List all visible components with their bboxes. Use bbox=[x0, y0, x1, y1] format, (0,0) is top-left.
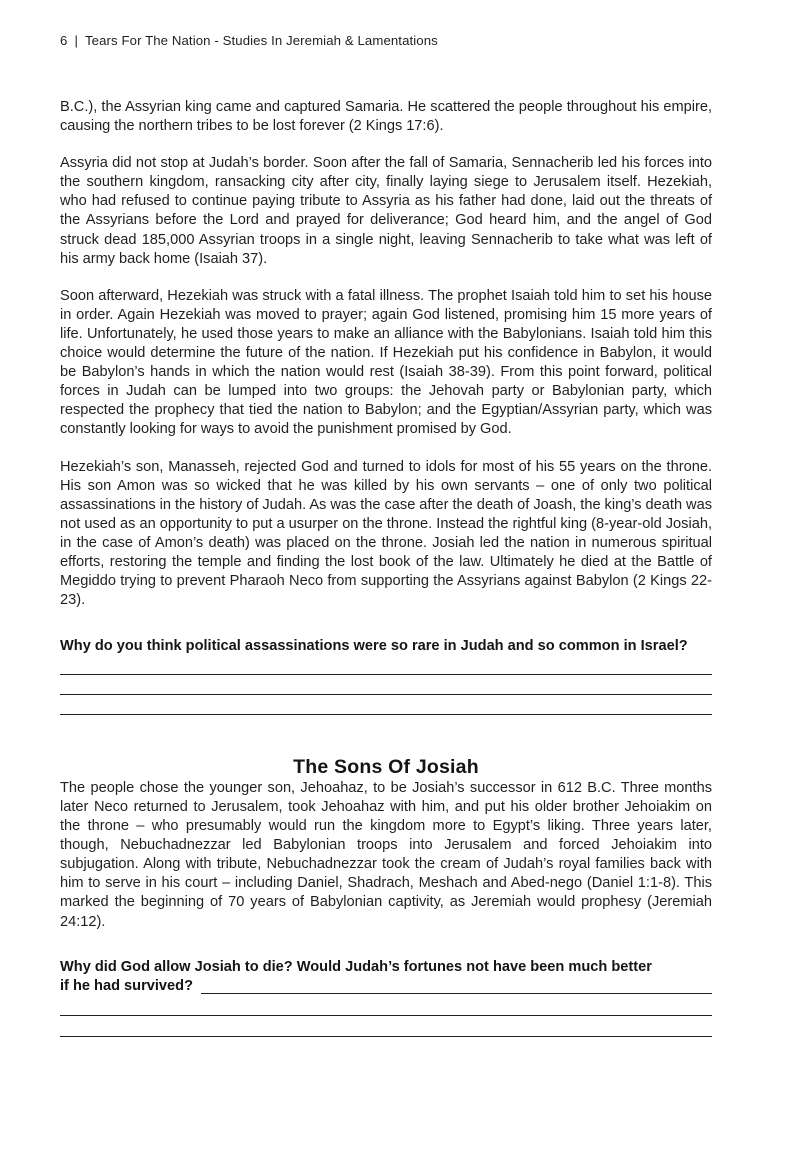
answer-line[interactable] bbox=[201, 993, 712, 994]
answer-line[interactable] bbox=[60, 694, 712, 695]
section-heading: The Sons Of Josiah bbox=[293, 755, 479, 778]
body-paragraph-4: Hezekiah’s son, Manasseh, rejected God and turned to idols for most of his 55 years on the throne. His son Amon was so wicked that he was killed by his own servants – one of only two political assassinations in the history of Judah. As was the case after the death of Joash, the king’s death was not used as an opportunity to put a usurper on the throne. Instead the rightful king (8-year-old Josiah, in the case of Amon’s death) was placed on the throne. Josiah led the nation in numerous spiritual efforts, restoring the temple and finding the lost book of the law. Ultimately he died at the Battle of Megiddo trying to prevent Pharaoh Neco from supporting the Assyrians against Babylon (2 Kings 22-23). bbox=[60, 458, 712, 609]
question-two-line-two: if he had survived? bbox=[60, 978, 193, 995]
page-number: 6 bbox=[60, 33, 68, 48]
body-paragraph-1: B.C.), the Assyrian king came and captured Samaria. He scattered the people throughout his empire, causing the northern tribes to be lost forever (2 Kings 17:6). bbox=[60, 99, 712, 135]
question-one-text: Why do you think political assassinations were so rare in Judah and so common in Israel? bbox=[60, 638, 688, 655]
page-content-column bbox=[60, 0, 712, 1037]
question-one-answer-lines[interactable] bbox=[60, 674, 712, 715]
question-two-answer-lines[interactable] bbox=[60, 1015, 712, 1037]
book-title: Tears For The Nation - Studies In Jeremiah & Lamentations bbox=[84, 33, 438, 48]
answer-line[interactable] bbox=[60, 674, 712, 675]
answer-line[interactable] bbox=[60, 1036, 712, 1037]
question-two bbox=[60, 958, 712, 997]
answer-line[interactable] bbox=[60, 1015, 712, 1016]
question-two-line-two-row bbox=[60, 977, 712, 997]
running-header bbox=[60, 0, 712, 48]
header-separator: | bbox=[74, 33, 78, 48]
body-paragraph-2: Assyria did not stop at Judah’s border. Soon after the fall of Samaria, Sennacherib led his forces into the southern kingdom, ransacking city after city, finally laying siege to Jerusalem itself. Hezekiah, who had refused to continue paying tribute to Assyria as his father had done, laid out the threats of the Assyrians before the Lord and prayed for deliverance; God heard him, and the angel of God struck dead 185,000 Assyrian troops in a single night, leaving Sennacherib to take what was left of his army back home (Isaiah 37). bbox=[60, 155, 712, 267]
section-paragraph: The people chose the younger son, Jehoahaz, to be Josiah’s successor in 612 B.C. Three months later Neco returned to Jerusalem, took Jehoahaz with him, and put his older brother Jehoiakim on the throne – who presumably would run the kingdom more to Egypt’s liking. Three years later, though, Nebuchadnezzar led Babylonian troops into Jerusalem and forced Jehoiakim into subjugation. Along with tribute, Nebuchadnezzar took the cream of Judah’s royal families back with him to serve in his court – including Daniel, Shadrach, Meshach and Abed-nego (Daniel 1:1-8). This marked the beginning of 70 years of Babylonian captivity, as Jeremiah would prophesy (Jeremiah 24:12). bbox=[60, 779, 712, 930]
question-two-line-one: Why did God allow Josiah to die? Would Judah’s fortunes not have been much better bbox=[60, 958, 652, 975]
body-paragraph-3: Soon afterward, Hezekiah was struck with a fatal illness. The prophet Isaiah told him to set his house in order. Again Hezekiah was moved to prayer; again God listened, promising him 15 more years of life. Unfortunately, he used those years to make an alliance with the Babylonians. Isaiah told him this choice would determine the future of the nation. If Hezekiah put his confidence in Babylon, it would be Babylon’s hands in which the nation would rest (Isaiah 38-39). From this point forward, political forces in Judah can be lumped into two groups: the Jehovah party or Babylonian party, which respected the prophecy that tied the nation to Babylon; and the Egyptian/Assyrian party, which was constantly looking for ways to avoid the punishment promised by God. bbox=[60, 287, 712, 438]
